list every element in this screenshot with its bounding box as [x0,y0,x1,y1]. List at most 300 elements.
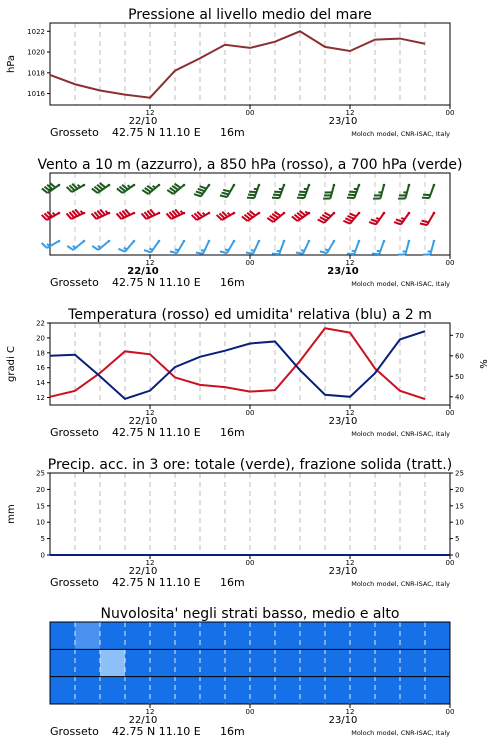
y2-axis-label: % [479,359,490,369]
barb-feather [198,189,205,191]
cloud-cell [250,677,276,704]
barb-station [258,184,261,187]
cloud-cell [325,677,351,704]
y-tick-label: 25 [36,469,45,478]
cloud-cell [50,649,76,676]
barb-feather [347,254,354,255]
barb-feather [220,251,227,253]
barb-feather [420,223,427,225]
time-tick-label: 00 [245,109,255,117]
time-tick-label: 12 [345,259,355,267]
y2-tick-label: 50 [455,372,464,381]
barb-staff [354,241,359,254]
barb-station [83,240,86,243]
barb-station [408,212,411,215]
barb-feather [42,243,47,248]
barb-feather [118,249,125,252]
barb-staff [151,241,159,252]
wind-barb [142,209,161,219]
credit-label: Moloch model, CNR-ISAC, Italy [351,280,450,288]
chart-title: Precip. acc. in 3 ore: totale (verde), frazione solida (tratt.) [47,457,453,473]
y2-tick-label: 20 [455,485,464,494]
cloud-cell [200,649,226,676]
wind-barb [292,211,310,221]
wind-barb [67,184,86,192]
cloud-cell [275,677,301,704]
barb-staff [125,241,134,252]
y-tick-label: 18 [36,349,45,358]
barb-half-feather [128,185,131,187]
location-label: Grosseto [50,426,99,439]
wind-barb [67,209,86,219]
time-tick-label: 00 [445,109,455,117]
wind-barb [246,240,260,254]
cloud-cell [300,622,326,649]
date-label: 22/10 [127,266,159,277]
chart-title: Temperatura (rosso) ed umidita' relativa (blu) a 2 m [68,307,432,323]
cloud-cell [225,649,251,676]
cloud-cell [425,622,451,649]
barb-station [383,212,386,215]
barb-station [358,240,361,243]
barb-feather [350,213,357,216]
barb-station [208,184,211,187]
barb-station [158,240,161,243]
time-tick-label: 00 [245,708,255,716]
barb-feather [422,198,429,199]
cloud-cell [125,649,151,676]
date-label: 23/10 [327,266,359,277]
time-tick-label: 12 [145,409,155,417]
cloud-cell [325,622,351,649]
barb-staff [203,241,209,254]
barb-station [183,212,186,215]
date-label: 22/10 [128,566,158,577]
wind-barb [369,212,385,225]
wind-barb [372,240,385,254]
barb-station [83,212,86,215]
y2-tick-label: 40 [455,393,464,402]
barb-feather [220,195,227,197]
wind-barb [67,240,85,250]
cloud-cell [400,649,426,676]
cloud-cell [75,677,101,704]
time-tick-label: 00 [245,259,255,267]
wind-barb [167,184,185,194]
precip-panel [6,457,464,589]
barb-half-feather [78,185,81,188]
wind-barb [296,240,310,254]
barb-feather [248,195,255,196]
barb-feather [296,253,303,254]
barb-station [433,240,436,243]
cloud-cell [150,649,176,676]
barb-feather [297,198,304,199]
elevation-label: 16m [220,276,245,289]
barb-station [208,212,211,215]
wind-barb [194,184,210,197]
y-tick-label: 5 [40,535,45,544]
y2-tick-label: 0 [455,551,460,560]
barb-half-feather [401,218,404,219]
wind-barb [196,240,210,254]
date-label: 22/10 [128,116,158,127]
cloud-cell [250,649,276,676]
barb-half-feather [124,248,127,249]
wind-barb [394,212,410,225]
cloud-cell [225,622,251,649]
barb-feather [200,186,207,188]
cloud-cell [150,677,176,704]
barb-station [358,212,361,215]
time-tick-label: 12 [145,259,155,267]
barb-feather [274,192,281,193]
y2-tick-label: 70 [455,331,464,340]
barb-station [333,184,336,187]
cloud-cell [125,622,151,649]
wind-barb [142,184,160,194]
cloud-cell [300,649,326,676]
y-tick-label: 20 [36,334,45,343]
barb-half-feather [181,211,183,214]
barb-station [283,212,286,215]
barb-station [108,212,111,215]
cloud-cell [50,677,76,704]
cloud-cell [275,622,301,649]
cloud-cell [100,677,126,704]
barb-feather [422,221,429,223]
barb-half-feather [201,250,205,251]
y-tick-label: 16 [36,364,45,373]
wind-barb [318,212,336,223]
cloud-cell [375,622,401,649]
barb-station [58,240,61,243]
barb-staff [177,241,184,253]
barb-half-feather [106,211,108,214]
wind-barb [167,209,186,219]
time-tick-label: 00 [445,259,455,267]
cloud-cell [175,677,201,704]
y2-tick-label: 60 [455,352,464,361]
barb-half-feather [81,211,83,214]
wind-barb [42,240,61,248]
wind-barb [217,212,236,220]
barb-half-feather [153,186,156,188]
y2-tick-label: 25 [455,469,464,478]
barb-feather [348,195,355,196]
barb-feather [396,219,403,221]
time-tick-label: 12 [145,109,155,117]
barb-station [333,212,336,215]
cloud-cell [75,622,101,649]
cloud-cell [100,622,126,649]
barb-station [358,184,361,187]
barb-station [283,184,286,187]
barb-staff [379,241,384,254]
cloud-cell [350,622,376,649]
cloud-cell [250,622,276,649]
y-tick-label: 15 [36,502,45,511]
chart-title: Pressione al livello medio del mare [128,7,372,23]
barb-station [433,184,436,187]
barb-half-feather [251,250,255,251]
barb-station [133,184,136,187]
date-label: 23/10 [328,416,358,427]
barb-station [308,240,311,243]
barb-station [183,184,186,187]
barb-staff [405,241,409,255]
barb-half-feather [47,244,50,247]
cloud-cell [300,677,326,704]
barb-staff [327,241,334,253]
cloud-cell [275,649,301,676]
time-tick-label: 00 [245,409,255,417]
cloud-cell [400,622,426,649]
y2-tick-label: 15 [455,502,464,511]
barb-feather [347,216,354,219]
barb-station [258,240,261,243]
location-label: Grosseto [50,126,99,139]
barb-station [258,212,261,215]
coords-label: 42.75 N 11.10 E [112,276,201,289]
barb-feather [347,198,354,199]
wind-barb [117,209,136,219]
barb-feather [272,254,279,255]
wind-barb [267,212,285,222]
wind-barb [117,184,135,193]
barb-feather [196,253,203,254]
wind-barb [92,240,110,250]
wind-barb [42,183,60,193]
barb-station [433,212,436,215]
wind-barb [170,240,185,253]
credit-label: Moloch model, CNR-ISAC, Italy [351,729,450,737]
barb-feather [222,193,229,195]
wind-barb [297,184,310,198]
cloud-cell [75,649,101,676]
cloud-cell [200,677,226,704]
barb-feather [246,253,253,254]
barb-station [183,240,186,243]
barb-half-feather [53,213,56,216]
barb-feather [320,251,327,253]
location-label: Grosseto [50,276,99,289]
barb-staff [279,241,284,254]
y-tick-label: 10 [36,518,45,527]
barb-station [408,184,411,187]
barb-feather [272,198,279,199]
wind-barb [347,240,360,254]
cloud-cell [175,649,201,676]
barb-station [133,212,136,215]
wind-panel [37,157,462,289]
barb-half-feather [376,218,379,219]
coords-label: 42.75 N 11.10 E [112,426,201,439]
coords-label: 42.75 N 11.10 E [112,576,201,589]
barb-feather [371,219,378,221]
barb-station [158,184,161,187]
barb-station [283,240,286,243]
cloud-cell [375,677,401,704]
barb-station [108,240,111,243]
credit-label: Moloch model, CNR-ISAC, Italy [351,430,450,438]
cloud-cell [350,677,376,704]
barb-station [383,184,386,187]
barb-half-feather [203,213,206,216]
cloud-cell [400,677,426,704]
y-tick-label: 1020 [27,48,45,57]
barb-feather [249,192,256,193]
time-tick-label: 12 [145,708,155,716]
cloud-cell [125,677,151,704]
wind-barb [144,240,160,253]
barb-station [383,240,386,243]
cloud-cell [425,649,451,676]
time-tick-label: 12 [345,708,355,716]
date-label: 22/10 [128,715,158,726]
chart-title: Vento a 10 m (azzurro), a 850 hPa (rosso), a 700 hPa (verde) [37,157,463,173]
barb-half-feather [301,250,305,251]
wind-barb [247,184,260,198]
wind-barb [220,184,235,197]
credit-label: Moloch model, CNR-ISAC, Italy [351,580,450,588]
barb-feather [223,190,230,192]
barb-feather [349,192,356,193]
time-tick-label: 12 [345,559,355,567]
barb-station [58,184,61,187]
y2-tick-label: 5 [455,535,460,544]
barb-station [83,184,86,187]
barb-station [233,212,236,215]
wind-barb [347,184,360,198]
wind-barb [92,183,110,193]
barb-station [233,184,236,187]
date-label: 22/10 [128,416,158,427]
cloud-cell [425,677,451,704]
barb-feather [343,221,350,224]
y-tick-label: 1016 [27,90,45,99]
y2-tick-label: 10 [455,518,464,527]
barb-feather [299,192,306,193]
barb-station [208,240,211,243]
barb-feather [423,195,430,196]
credit-label: Moloch model, CNR-ISAC, Italy [351,130,450,138]
barb-station [233,240,236,243]
barb-half-feather [228,213,231,216]
barb-station [333,240,336,243]
time-tick-label: 12 [345,109,355,117]
time-tick-label: 12 [345,409,355,417]
barb-staff [227,241,234,253]
y-axis-label: mm [6,504,17,524]
barb-station [308,184,311,187]
barb-half-feather [175,249,179,250]
barb-station [158,212,161,215]
wind-barb [343,212,360,224]
cloud-cell [325,649,351,676]
time-tick-label: 00 [445,559,455,567]
barb-feather [170,251,177,253]
y-axis-label: gradi C [6,346,17,382]
barb-staff [430,241,434,255]
barb-half-feather [225,249,229,250]
wind-barb [320,240,335,253]
barb-station [108,184,111,187]
location-label: Grosseto [50,725,99,738]
cloud-cell [150,622,176,649]
barb-staff [427,213,434,225]
wind-barb [220,240,235,253]
cloud-cell [175,622,201,649]
barb-staff [429,185,434,198]
barb-half-feather [149,249,152,250]
date-label: 23/10 [328,715,358,726]
wind-barb [272,240,285,254]
clouds-panel [50,606,454,738]
barb-half-feather [305,211,308,213]
cloud-cell [225,677,251,704]
y-tick-label: 20 [36,485,45,494]
y-tick-label: 22 [36,319,45,328]
barb-feather [247,198,254,199]
barb-staff [253,241,259,254]
cloud-cell [100,649,126,676]
elevation-label: 16m [220,426,245,439]
barb-station [308,212,311,215]
wind-barb [242,211,260,221]
wind-barb [118,240,135,252]
wind-barb [92,209,111,219]
wind-barb [42,212,61,220]
barb-station [133,240,136,243]
y-tick-label: 14 [36,379,45,388]
time-tick-label: 12 [145,559,155,567]
chart-title: Nuvolosita' negli strati basso, medio e alto [100,606,400,622]
coords-label: 42.75 N 11.10 E [112,725,201,738]
barb-station [408,240,411,243]
barb-feather [273,195,280,196]
barb-feather [345,218,352,221]
cloud-cell [50,622,76,649]
wind-barb [420,212,435,225]
cloud-cell [200,622,226,649]
y-tick-label: 0 [40,551,45,560]
y-tick-label: 1018 [27,69,45,78]
time-tick-label: 00 [245,559,255,567]
wind-barb [422,184,435,198]
barb-station [58,212,61,215]
elevation-label: 16m [220,725,245,738]
coords-label: 42.75 N 11.10 E [112,126,201,139]
time-tick-label: 00 [445,409,455,417]
cloud-cell [350,649,376,676]
elevation-label: 16m [220,576,245,589]
y-tick-label: 1022 [27,27,45,36]
y-axis-label: hPa [6,54,17,74]
pressure-panel [6,7,454,139]
y-tick-label: 12 [36,394,45,403]
date-label: 23/10 [328,566,358,577]
barb-staff [303,241,309,254]
pressure-line [50,31,425,97]
wind-barb [272,184,285,198]
barb-feather [372,254,379,255]
time-tick-label: 00 [445,708,455,716]
barb-feather [298,195,305,196]
barb-feather [196,191,203,193]
cloud-cell [375,649,401,676]
barb-feather [144,250,151,252]
